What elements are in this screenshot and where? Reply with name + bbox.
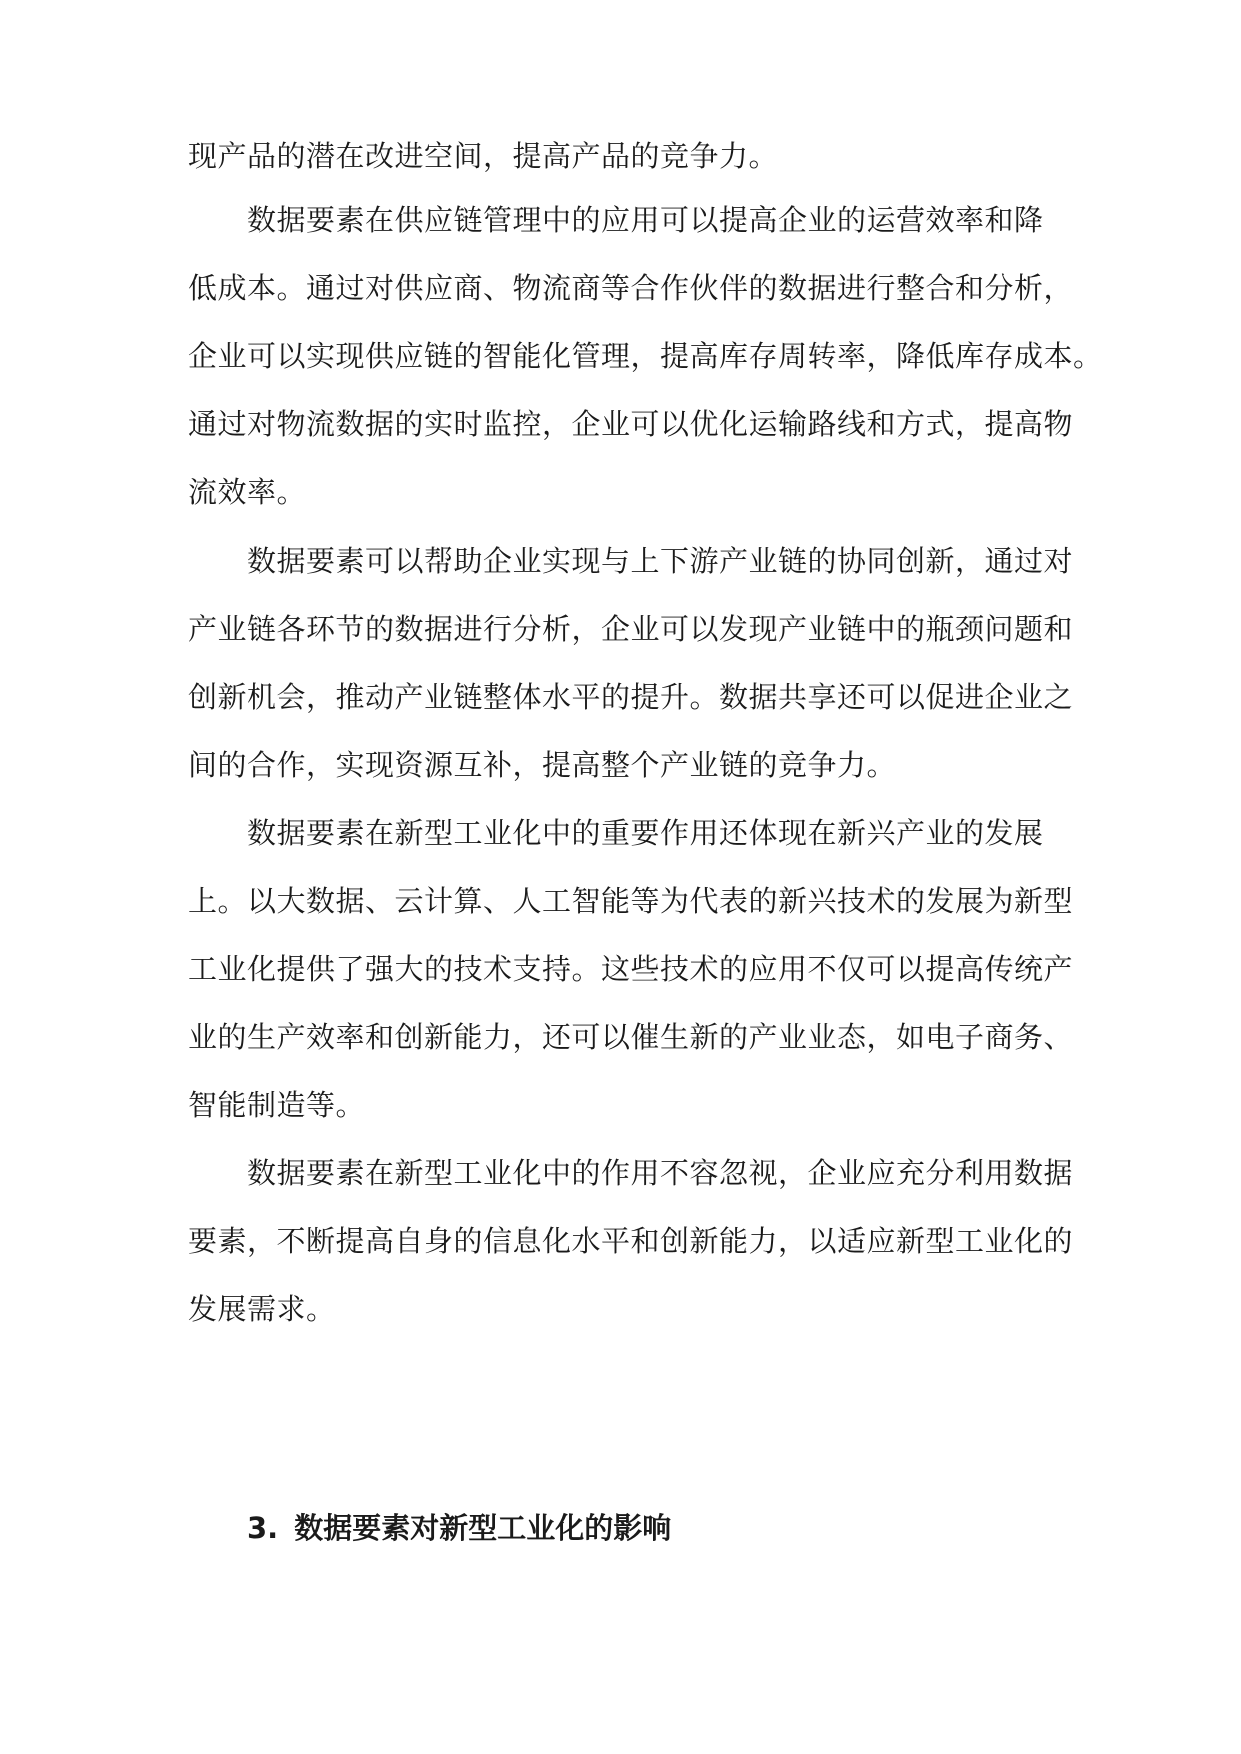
paragraph-line: 智能制造等。 — [188, 1088, 366, 1122]
paragraph-line: 要素，不断提高自身的信息化水平和创新能力，以适应新型工业化的 — [188, 1224, 1074, 1258]
paragraph-line: 数据要素在新型工业化中的作用不容忽视，企业应充分利用数据 — [247, 1156, 1074, 1190]
paragraph-line: 数据要素可以帮助企业实现与上下游产业链的协同创新，通过对 — [247, 544, 1074, 578]
paragraph-line: 工业化提供了强大的技术支持。这些技术的应用不仅可以提高传统产 — [188, 952, 1074, 986]
paragraph-line: 发展需求。 — [188, 1292, 336, 1326]
paragraph-line: 数据要素在供应链管理中的应用可以提高企业的运营效率和降 — [247, 203, 1044, 237]
paragraph-line: 通过对物流数据的实时监控，企业可以优化运输路线和方式，提高物 — [188, 407, 1074, 441]
paragraph-line: 现产品的潜在改进空间，提高产品的竞争力。 — [188, 139, 779, 173]
paragraph-line: 上。以大数据、云计算、人工智能等为代表的新兴技术的发展为新型 — [188, 884, 1074, 918]
section-number: 3. — [247, 1511, 279, 1545]
paragraph-line: 低成本。通过对供应商、物流商等合作伙伴的数据进行整合和分析， — [188, 271, 1074, 305]
paragraph-line: 产业链各环节的数据进行分析，企业可以发现产业链中的瓶颈问题和 — [188, 612, 1074, 646]
paragraph-line: 业的生产效率和创新能力，还可以催生新的产业业态，如电子商务、 — [188, 1020, 1074, 1054]
paragraph-line: 数据要素在新型工业化中的重要作用还体现在新兴产业的发展 — [247, 816, 1044, 850]
paragraph-line: 流效率。 — [188, 475, 307, 509]
paragraph-line: 间的合作，实现资源互补，提高整个产业链的竞争力。 — [188, 748, 897, 782]
paragraph-line: 创新机会，推动产业链整体水平的提升。数据共享还可以促进企业之 — [188, 680, 1074, 714]
section-title: 数据要素对新型工业化的影响 — [294, 1511, 672, 1545]
paragraph-line: 企业可以实现供应链的智能化管理，提高库存周转率，降低库存成本。 — [188, 339, 1103, 373]
section-heading — [247, 1508, 671, 1548]
